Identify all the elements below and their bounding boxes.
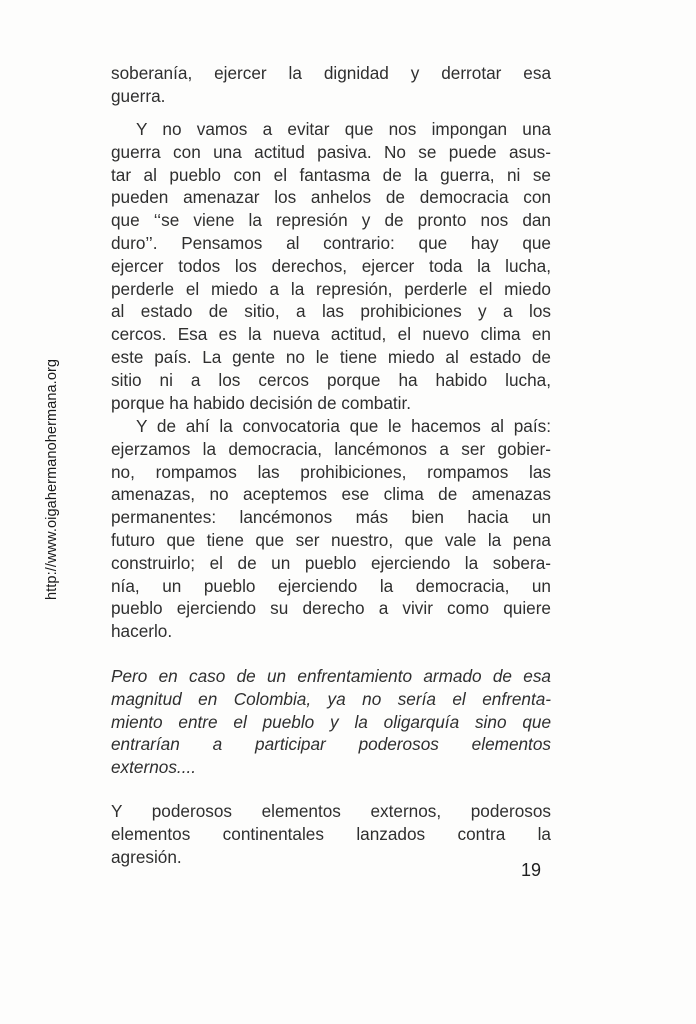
text-line: no, rompamos las prohibiciones, rompamos las (111, 461, 551, 482)
text-line: magnitud en Colombia, ya no sería el enfrenta- (111, 688, 551, 709)
text-line: soberanía, ejercer la dignidad y derrotar esa (111, 63, 551, 83)
text-line: Y de ahí la convocatoria que le hacemos al país: (136, 416, 551, 436)
text-line: ejerzamos la democracia, lancémonos a ser gobier- (111, 438, 551, 459)
text-line: Y no vamos a evitar que nos impongan una (136, 119, 551, 139)
text-line: cercos. Esa es la nueva actitud, el nuevo clima en (111, 324, 551, 345)
text-line: agresión. (111, 846, 182, 867)
text-line: miento entre el pueblo y la oligarquía sino que (111, 711, 551, 732)
text-line: este país. La gente no le tiene miedo al estado de (111, 346, 551, 367)
text-line: guerra con una actitud pasiva. No se puede asus- (111, 141, 551, 162)
text-line: futuro que tiene que ser nuestro, que vale la pena (111, 529, 551, 550)
text-line: entrarían a participar poderosos elementos (111, 734, 551, 755)
page-number: 19 (521, 860, 542, 880)
text-line: Y poderosos elementos externos, poderosos (111, 801, 551, 821)
paragraph-nueva-actitud (111, 118, 551, 414)
text-line: que ‘‘se viene la represión y de pronto nos dan (111, 210, 551, 231)
text-line: Pero en caso de un enfrentamiento armado de esa (111, 666, 551, 686)
text-line: pueblo ejerciendo su derecho a vivir como quiere (111, 598, 551, 619)
text-line: guerra. (111, 85, 166, 106)
text-line: amenazas, no aceptemos ese clima de amenazas (111, 484, 551, 505)
paragraph-convocatoria (111, 415, 551, 643)
text-line: duro’’. Pensamos al contrario: que hay que (111, 232, 551, 253)
interview-question (111, 665, 551, 779)
website-watermark: http://www.oigahermanohermana.org (44, 358, 60, 600)
paragraph-continuation (111, 62, 551, 108)
text-line: construirlo; el de un pueblo ejerciendo la sobera- (111, 552, 551, 573)
text-line: tar al pueblo con el fantasma de la guerra, ni se (111, 164, 551, 185)
text-line: ejercer todos los derechos, ejercer toda la lucha, (111, 255, 551, 276)
text-line: elementos continentales lanzados contra la (111, 823, 551, 844)
text-line: al estado de sitio, a las prohibiciones y a los (111, 301, 551, 322)
text-line: sitio ni a los cercos porque ha habido lucha, (111, 369, 551, 390)
text-line: pueden amenazar los anhelos de democracia con (111, 187, 551, 208)
text-line: permanentes: lancémonos más bien hacia un (111, 507, 551, 528)
text-line: hacerlo. (111, 621, 173, 642)
text-line: porque ha habido decisión de combatir. (111, 392, 412, 413)
text-line: perderle el miedo a la represión, perderle el miedo (111, 278, 551, 299)
interview-answer (111, 800, 551, 868)
text-line: externos.... (111, 757, 197, 778)
text-line: nía, un pueblo ejerciendo la democracia, un (111, 575, 551, 596)
